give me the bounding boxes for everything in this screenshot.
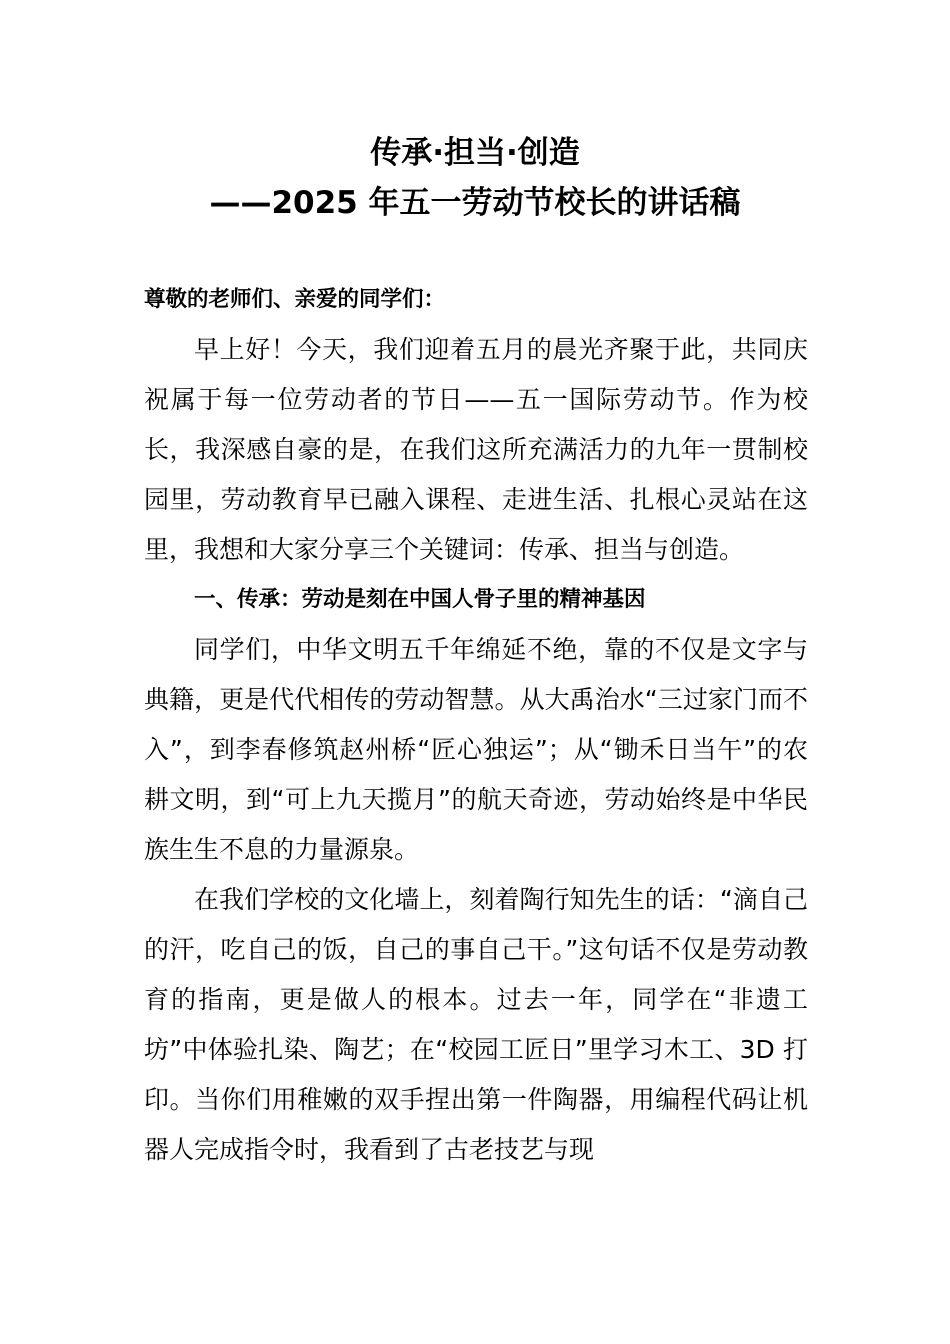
paragraph-heritage: 同学们，中华文明五千年绵延不绝，靠的不仅是文字与典籍，更是代代相传的劳动智慧。从大禹治水“三过家门而不入”，到李春修筑赵州桥“匠心独运”；从“锄禾日当午”的农耕文明，到“可上九天揽月”的航天奇迹，劳动始终是中华民族生生不息的力量源泉。	[144, 635, 808, 864]
section-heading-inheritance: 一、传承：劳动是刻在中国人骨子里的精神基因	[194, 587, 646, 612]
paragraph-greeting: 早上好！今天，我们迎着五月的晨光齐聚于此，共同庆祝属于每一位劳动者的节日——五一国际劳动节。作为校长，我深感自豪的是，在我们这所充满活力的九年一贯制校园里，劳动教育早已融入课程、走进生活、扎根心灵站在这里，我想和大家分享三个关键词：传承、担当与创造。	[144, 335, 808, 564]
paragraph-school-culture: 在我们学校的文化墙上，刻着陶行知先生的话：“滴自己的汗，吃自己的饭，自己的事自己干。”这句话不仅是劳动教育的指南，更是做人的根本。过去一年，同学在“非遗工坊”中体验扎染、陶艺；在“校园工匠日”里学习木工、3D 打印。当你们用稚嫩的双手捏出第一件陶器，用编程代码让机器人完成指令时，我看到了古老技艺与现	[144, 885, 808, 1164]
document-body	[144, 275, 808, 1175]
salutation: 尊敬的老师们、亲爱的同学们：	[144, 287, 446, 312]
title-block	[0, 128, 950, 228]
page-title: 传承·担当·创造	[370, 135, 580, 171]
page-subtitle: ——2025 年五一劳动节校长的讲话稿	[209, 185, 741, 221]
